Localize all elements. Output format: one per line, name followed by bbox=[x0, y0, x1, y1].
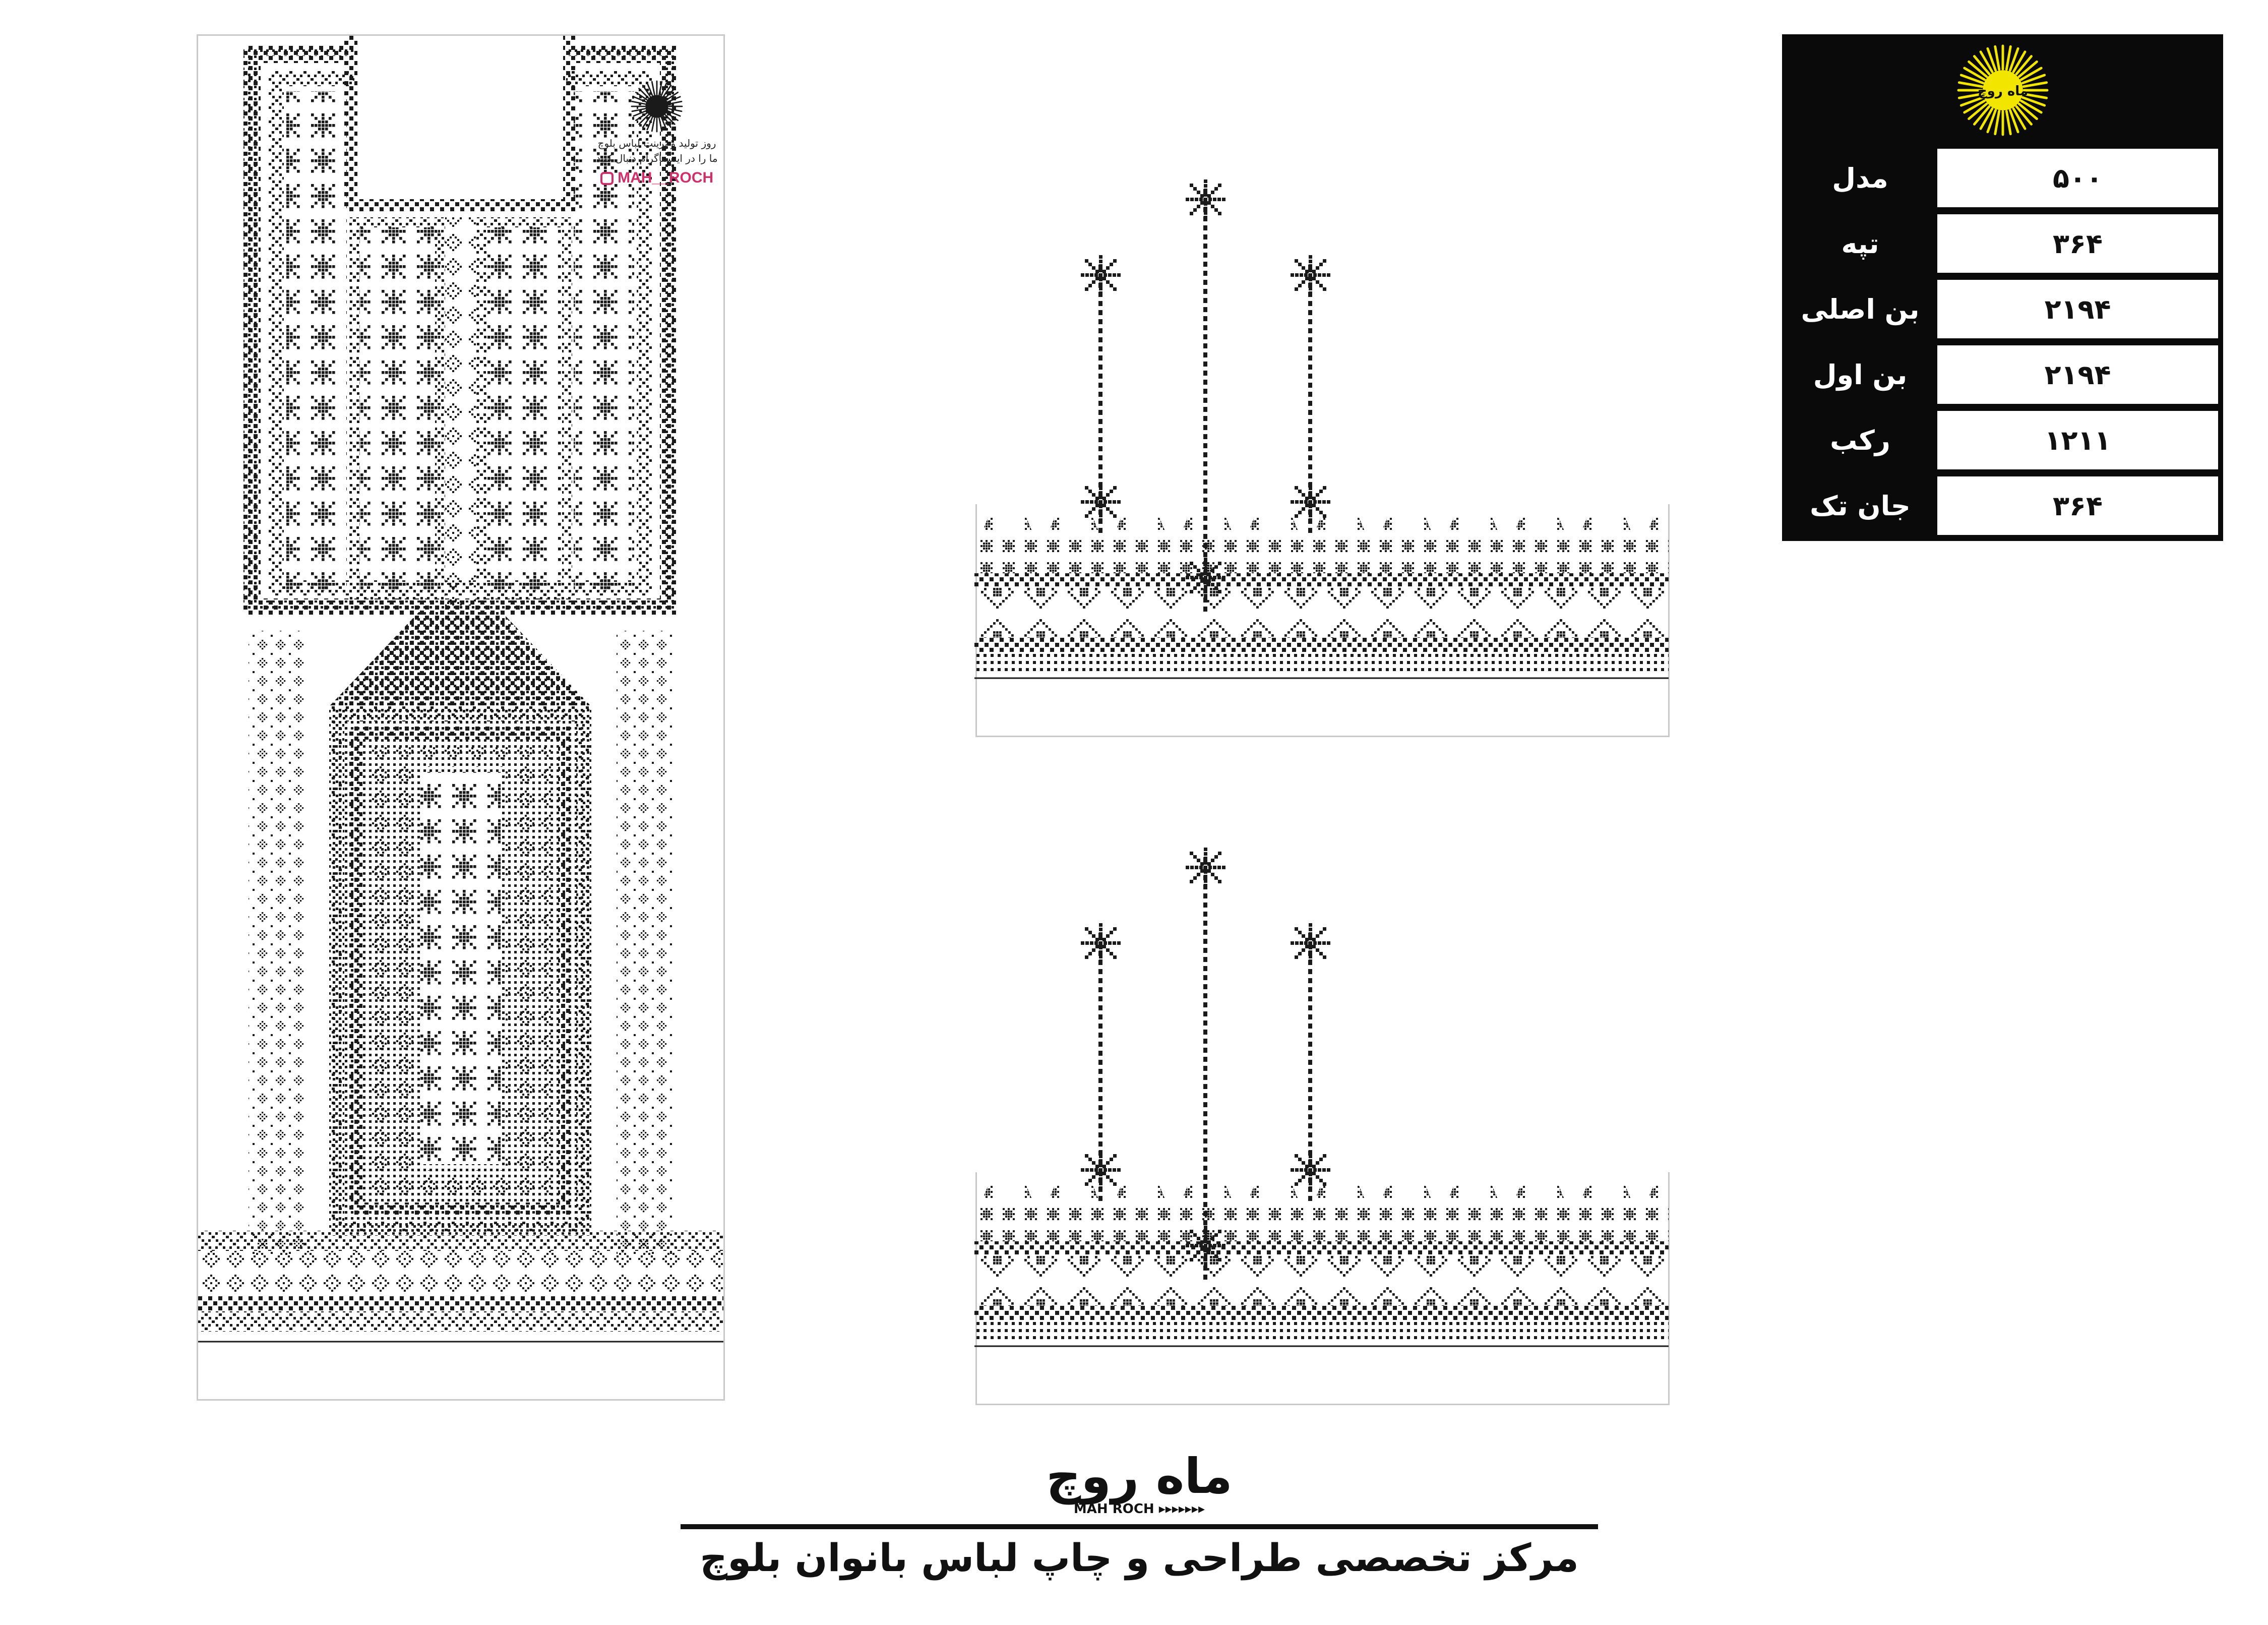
stalk-stitch bbox=[1098, 392, 1102, 397]
stalk-stitch bbox=[1203, 380, 1207, 385]
stalk-stitch bbox=[1203, 1175, 1207, 1180]
stalk-stitch bbox=[1203, 984, 1207, 989]
stalk-stitch bbox=[1203, 262, 1207, 267]
stalk-stitch bbox=[1203, 343, 1207, 348]
sleeve-spike bbox=[1479, 512, 1501, 538]
sleeve-spike bbox=[1312, 1180, 1334, 1206]
yoke-frame-l bbox=[435, 217, 445, 600]
stalk-stitch bbox=[1203, 443, 1207, 448]
sleeve-spike bbox=[1645, 1180, 1667, 1206]
brand-line-1: روز تولید و پرینت لباس بلوچ bbox=[597, 137, 716, 149]
stalk-stitch bbox=[1308, 1087, 1312, 1092]
sleeve-spike bbox=[1578, 1180, 1601, 1206]
stalk-stitch bbox=[1203, 902, 1207, 908]
spec-row bbox=[1787, 475, 2218, 536]
dress-embroidery-pattern bbox=[198, 36, 723, 1399]
stalk-stitch bbox=[1203, 352, 1207, 357]
stalk-stitch bbox=[1098, 1069, 1102, 1074]
stalk-stitch bbox=[1308, 1105, 1312, 1110]
stalk-stitch bbox=[1203, 1166, 1207, 1171]
yoke-outer-frame bbox=[243, 46, 261, 616]
stalk-stitch bbox=[1308, 1024, 1312, 1029]
apron-center-frame bbox=[415, 767, 506, 773]
stalk-stitch bbox=[1098, 455, 1102, 460]
stalk-stitch bbox=[1098, 383, 1102, 388]
stalk-stitch bbox=[1098, 1123, 1102, 1128]
sleeve-spike bbox=[1246, 1180, 1268, 1206]
stalk-stitch bbox=[1308, 1033, 1312, 1038]
stalk-stitch bbox=[1203, 407, 1207, 412]
sleeve-embroidery-pattern-1 bbox=[974, 179, 1670, 739]
stalk-stitch bbox=[1203, 939, 1207, 944]
stalk-stitch bbox=[1203, 371, 1207, 376]
sleeve-spike bbox=[1146, 512, 1168, 538]
stalk-stitch bbox=[1203, 271, 1207, 276]
stalk-stitch bbox=[1308, 996, 1312, 1001]
sleeve-spike bbox=[1079, 1180, 1101, 1206]
stalk-stitch bbox=[1203, 225, 1207, 230]
stalk-stitch bbox=[1203, 525, 1207, 530]
stalk-stitch bbox=[1203, 893, 1207, 898]
stalk-stitch bbox=[1098, 1078, 1102, 1083]
stalk-stitch bbox=[1203, 298, 1207, 303]
stalk-stitch bbox=[1098, 1196, 1102, 1201]
apron-arch bbox=[329, 606, 591, 706]
footer-caption: مرکز تخصصی طراحی و چاپ لباس بانوان بلوچ bbox=[700, 1535, 1579, 1580]
stalk-stitch bbox=[1098, 1024, 1102, 1029]
stalk-stitch bbox=[1203, 1084, 1207, 1089]
stalk-stitch bbox=[1203, 334, 1207, 339]
stalk-stitch bbox=[1203, 1002, 1207, 1007]
stalk-stitch bbox=[1203, 1157, 1207, 1162]
stalk-stitch bbox=[1203, 1057, 1207, 1062]
stalk-stitch bbox=[1098, 319, 1102, 324]
stalk-stitch bbox=[1098, 437, 1102, 442]
stalk-stitch bbox=[1203, 948, 1207, 953]
sleeve-embroidery-pattern-2 bbox=[974, 847, 1670, 1407]
stalk-stitch bbox=[1308, 1005, 1312, 1010]
stalk-stitch bbox=[1098, 365, 1102, 370]
stalk-stitch bbox=[1098, 1114, 1102, 1119]
stalk-stitch bbox=[1203, 1129, 1207, 1134]
yoke-frame-l bbox=[349, 590, 445, 600]
stalk-stitch bbox=[1308, 1014, 1312, 1019]
spec-label: بن اصلی bbox=[1801, 293, 1920, 325]
spec-row bbox=[1787, 148, 2218, 208]
stalk-stitch bbox=[1203, 957, 1207, 962]
sleeve-spike bbox=[1412, 1180, 1434, 1206]
stalk-stitch bbox=[1308, 1114, 1312, 1119]
apron-center-frame bbox=[500, 767, 506, 1170]
stalk-stitch bbox=[1308, 446, 1312, 451]
stalk-stitch bbox=[1308, 1132, 1312, 1137]
sleeve-spike bbox=[1013, 512, 1035, 538]
dress-brand-tag bbox=[581, 79, 732, 210]
stalk-stitch bbox=[1308, 374, 1312, 379]
brand-footer bbox=[681, 1448, 1598, 1613]
sleeve-spike bbox=[1179, 1180, 1201, 1206]
side-column-right bbox=[617, 631, 672, 1256]
stalk-stitch bbox=[1203, 389, 1207, 394]
stalk-stitch bbox=[1308, 437, 1312, 442]
spec-value: ۵۰۰ bbox=[1937, 149, 2218, 207]
stalk-stitch bbox=[1308, 319, 1312, 324]
stalk-stitch bbox=[1203, 398, 1207, 403]
stalk-stitch bbox=[1308, 455, 1312, 460]
sleeve-spike bbox=[1246, 512, 1268, 538]
stalk-stitch bbox=[1098, 310, 1102, 315]
stalk-stitch bbox=[1203, 1020, 1207, 1026]
stalk-stitch bbox=[1203, 470, 1207, 475]
stalk-stitch bbox=[1098, 978, 1102, 983]
stalk-stitch bbox=[1098, 374, 1102, 379]
stalk-stitch bbox=[1308, 428, 1312, 433]
stalk-stitch bbox=[1098, 1042, 1102, 1047]
stalk-stitch bbox=[1308, 1060, 1312, 1065]
stalk-stitch bbox=[1203, 461, 1207, 466]
apron-center-frame bbox=[415, 767, 421, 1170]
sleeve-spike bbox=[1545, 512, 1567, 538]
sleeve-diamond-band bbox=[974, 1255, 1669, 1306]
stalk-stitch bbox=[1098, 301, 1102, 306]
neckline-frame bbox=[344, 199, 576, 212]
stalk-stitch bbox=[1203, 966, 1207, 971]
footer-logo-sub: MAH ROCH ▸▸▸▸▸▸▸ bbox=[1073, 1501, 1205, 1517]
yoke-mid-left bbox=[359, 227, 440, 590]
stalk-stitch bbox=[1308, 301, 1312, 306]
stalk-stitch bbox=[1098, 987, 1102, 992]
apron-frame-mid bbox=[349, 727, 571, 740]
stalk-stitch bbox=[1308, 392, 1312, 397]
apron-frame-outer bbox=[576, 706, 591, 1236]
sleeve-spike bbox=[1312, 512, 1334, 538]
spec-label: جان تک bbox=[1810, 490, 1911, 522]
sun-logo-icon bbox=[1952, 40, 2053, 141]
stalk-stitch bbox=[1308, 1123, 1312, 1128]
apron-center-stars bbox=[420, 772, 501, 1165]
spec-value: ۳۶۴ bbox=[1937, 476, 2218, 535]
spec-label: رکب bbox=[1830, 424, 1890, 456]
spec-logo-text: ماه روچ bbox=[1977, 84, 2028, 99]
stalk-stitch bbox=[1098, 1051, 1102, 1056]
stalk-stitch bbox=[1308, 969, 1312, 974]
sleeve-spike bbox=[1212, 512, 1235, 538]
sleeve-spike bbox=[1379, 1180, 1401, 1206]
stalk-stitch bbox=[1308, 1196, 1312, 1201]
stalk-stitch bbox=[1308, 528, 1312, 533]
spec-row bbox=[1787, 344, 2218, 405]
stalk-stitch bbox=[1203, 1184, 1207, 1189]
brand-line-2: ما را در اینستاگرام دنبال کنید bbox=[596, 152, 718, 164]
apron-frame-mid bbox=[349, 727, 362, 1216]
sleeve-spike bbox=[979, 1180, 1002, 1206]
stalk-stitch bbox=[1203, 434, 1207, 439]
stalk-stitch bbox=[1203, 280, 1207, 285]
stalk-stitch bbox=[1308, 473, 1312, 478]
sleeve-spike bbox=[1212, 1180, 1235, 1206]
sleeve-spike bbox=[1512, 512, 1534, 538]
sleeve-spike bbox=[1046, 1180, 1068, 1206]
stalk-stitch bbox=[1308, 410, 1312, 415]
spec-logo bbox=[1782, 34, 2223, 146]
stalk-stitch bbox=[1098, 428, 1102, 433]
yoke-frame-l bbox=[349, 217, 445, 227]
dress-pattern-panel bbox=[197, 34, 725, 1401]
spec-label: تپه bbox=[1841, 227, 1879, 260]
sleeve-spike bbox=[979, 512, 1002, 538]
instagram-handle: MAH__ROCH bbox=[581, 169, 732, 187]
hem-zigzag-2 bbox=[198, 1311, 723, 1332]
stalk-stitch bbox=[1203, 498, 1207, 503]
sleeve-spike bbox=[1445, 512, 1467, 538]
sun-logo-icon bbox=[629, 79, 685, 134]
hem-zigzag bbox=[198, 1231, 723, 1251]
spec-table bbox=[1782, 34, 2223, 541]
stalk-stitch bbox=[1203, 975, 1207, 980]
stalk-stitch bbox=[1098, 1005, 1102, 1010]
sleeve-spike bbox=[1412, 512, 1434, 538]
instagram-icon bbox=[600, 172, 614, 185]
stalk-stitch bbox=[1203, 1011, 1207, 1016]
stalk-stitch bbox=[1203, 516, 1207, 521]
footer-logo-mark: ماه روچ bbox=[1046, 1448, 1233, 1504]
stalk-stitch bbox=[1098, 446, 1102, 451]
stalk-stitch bbox=[1203, 1075, 1207, 1080]
sleeve-spike bbox=[1645, 512, 1667, 538]
sleeve-spike bbox=[1445, 1180, 1467, 1206]
stalk-stitch bbox=[1098, 1014, 1102, 1019]
stalk-stitch bbox=[1203, 307, 1207, 312]
stalk-stitch bbox=[1203, 1039, 1207, 1044]
stalk-stitch bbox=[1203, 289, 1207, 294]
sleeve-star-band bbox=[974, 1206, 1669, 1241]
sleeve-spike bbox=[1578, 512, 1601, 538]
stalk-stitch bbox=[1203, 1066, 1207, 1071]
sleeve-spike bbox=[1345, 1180, 1368, 1206]
stalk-stitch bbox=[1098, 346, 1102, 351]
sleeve-spike bbox=[1545, 1180, 1567, 1206]
stalk-stitch bbox=[1203, 325, 1207, 330]
stalk-stitch bbox=[1098, 464, 1102, 469]
stalk-stitch bbox=[1203, 362, 1207, 367]
stalk-stitch bbox=[1203, 234, 1207, 239]
spec-value: ۱۲۱۱ bbox=[1937, 411, 2218, 469]
stalk-stitch bbox=[1098, 1033, 1102, 1038]
sleeve-spike bbox=[1146, 1180, 1168, 1206]
stalk-stitch bbox=[1308, 419, 1312, 424]
spec-row bbox=[1787, 279, 2218, 339]
stalk-stitch bbox=[1203, 425, 1207, 430]
yoke-frame-r bbox=[476, 217, 572, 227]
stalk-stitch bbox=[1203, 416, 1207, 421]
sleeve-check-band-2 bbox=[974, 638, 1669, 652]
sleeve-spike bbox=[1013, 1180, 1035, 1206]
stalk-stitch bbox=[1308, 337, 1312, 342]
yoke-frame-r bbox=[476, 590, 572, 600]
yoke-center-column bbox=[445, 217, 476, 606]
stalk-stitch bbox=[1308, 401, 1312, 406]
yoke-frame-l bbox=[349, 217, 359, 600]
stalk-stitch bbox=[1308, 1042, 1312, 1047]
stalk-stitch bbox=[1098, 410, 1102, 415]
stalk-stitch bbox=[1308, 328, 1312, 333]
stalk-stitch bbox=[1203, 452, 1207, 457]
stalk-stitch bbox=[1203, 993, 1207, 998]
stalk-stitch bbox=[1203, 316, 1207, 321]
stalk-stitch bbox=[1098, 1060, 1102, 1065]
sleeve-check-band-2 bbox=[974, 1306, 1669, 1320]
stalk-stitch bbox=[1098, 1105, 1102, 1110]
sleeve-spike bbox=[1612, 512, 1634, 538]
stalk-stitch bbox=[1308, 464, 1312, 469]
stalk-stitch bbox=[1308, 346, 1312, 351]
stalk-stitch bbox=[1308, 365, 1312, 370]
stalk-stitch bbox=[1203, 1120, 1207, 1125]
stalk-stitch bbox=[1308, 1141, 1312, 1147]
stalk-stitch bbox=[1203, 253, 1207, 258]
spec-value: ۳۶۴ bbox=[1937, 214, 2218, 273]
stalk-stitch bbox=[1098, 337, 1102, 342]
stalk-stitch bbox=[1203, 1138, 1207, 1143]
stalk-stitch bbox=[1098, 996, 1102, 1001]
sleeve-spike bbox=[1612, 1180, 1634, 1206]
stalk-stitch bbox=[1098, 1096, 1102, 1101]
apron-center-frame bbox=[415, 1164, 506, 1170]
stalk-stitch bbox=[1203, 921, 1207, 926]
stalk-stitch bbox=[1203, 930, 1207, 935]
sleeve-spike bbox=[1046, 512, 1068, 538]
stalk-stitch bbox=[1098, 969, 1102, 974]
sleeve-spike bbox=[1379, 512, 1401, 538]
sleeve-check-band bbox=[974, 573, 1669, 587]
sleeve-diamond-band bbox=[974, 587, 1669, 638]
spec-row bbox=[1787, 213, 2218, 274]
footer-divider bbox=[681, 1524, 1598, 1529]
stalk-stitch bbox=[1098, 419, 1102, 424]
spec-value: ۲۱۹۴ bbox=[1937, 345, 2218, 404]
stalk-stitch bbox=[1308, 310, 1312, 315]
stalk-stitch bbox=[1308, 978, 1312, 983]
sleeve-check-band bbox=[974, 1241, 1669, 1255]
sleeve-spike bbox=[1179, 512, 1201, 538]
stalk-stitch bbox=[1098, 1141, 1102, 1147]
stalk-stitch bbox=[1203, 1102, 1207, 1107]
stalk-stitch bbox=[1098, 1132, 1102, 1137]
sleeve-spike bbox=[1345, 512, 1368, 538]
stalk-stitch bbox=[1308, 1096, 1312, 1101]
stalk-stitch bbox=[1098, 473, 1102, 478]
stalk-stitch bbox=[1098, 528, 1102, 533]
stalk-stitch bbox=[1203, 1193, 1207, 1198]
sleeve-spike bbox=[1079, 512, 1101, 538]
apron-frame-mid bbox=[349, 1202, 571, 1216]
stalk-stitch bbox=[1203, 912, 1207, 917]
stalk-stitch bbox=[1098, 355, 1102, 360]
stalk-stitch bbox=[1203, 489, 1207, 494]
spec-row bbox=[1787, 410, 2218, 470]
hem-diamonds bbox=[198, 1251, 723, 1296]
stalk-stitch bbox=[1308, 1051, 1312, 1056]
spec-value: ۲۱۹۴ bbox=[1937, 280, 2218, 338]
apron-frame-outer bbox=[329, 706, 591, 721]
stalk-stitch bbox=[1098, 401, 1102, 406]
sleeve-dot-band bbox=[974, 1320, 1669, 1340]
hem-check bbox=[198, 1296, 723, 1311]
sleeve-spike bbox=[1479, 1180, 1501, 1206]
stalk-stitch bbox=[1098, 328, 1102, 333]
yoke-side-left bbox=[286, 91, 347, 590]
stalk-stitch bbox=[1098, 1087, 1102, 1092]
yoke-frame-r bbox=[476, 217, 486, 600]
stalk-stitch bbox=[1203, 479, 1207, 485]
stalk-stitch bbox=[1203, 244, 1207, 249]
sleeve-dot-band bbox=[974, 652, 1669, 672]
yoke-mid-right bbox=[480, 227, 561, 590]
stalk-stitch bbox=[1308, 1078, 1312, 1083]
stalk-stitch bbox=[1308, 1069, 1312, 1074]
apron-frame-mid bbox=[558, 727, 571, 1216]
stalk-stitch bbox=[1203, 1048, 1207, 1053]
stalk-stitch bbox=[1203, 1093, 1207, 1098]
stalk-stitch bbox=[1203, 1148, 1207, 1153]
spec-label: مدل bbox=[1832, 162, 1888, 194]
side-column-left bbox=[249, 631, 304, 1256]
footer-logo bbox=[1038, 1448, 1240, 1518]
stalk-stitch bbox=[1203, 1111, 1207, 1116]
stalk-stitch bbox=[1308, 987, 1312, 992]
yoke-inner-frame bbox=[269, 71, 284, 595]
yoke-frame-r bbox=[562, 217, 572, 600]
stalk-stitch bbox=[1308, 383, 1312, 388]
sleeve-spike bbox=[1512, 1180, 1534, 1206]
stalk-stitch bbox=[1203, 1030, 1207, 1035]
stalk-stitch bbox=[1203, 507, 1207, 512]
apron-frame-outer bbox=[329, 706, 344, 1236]
spec-label: بن اول bbox=[1813, 358, 1908, 391]
stalk-stitch bbox=[1308, 355, 1312, 360]
sleeve-star-band bbox=[974, 538, 1669, 573]
